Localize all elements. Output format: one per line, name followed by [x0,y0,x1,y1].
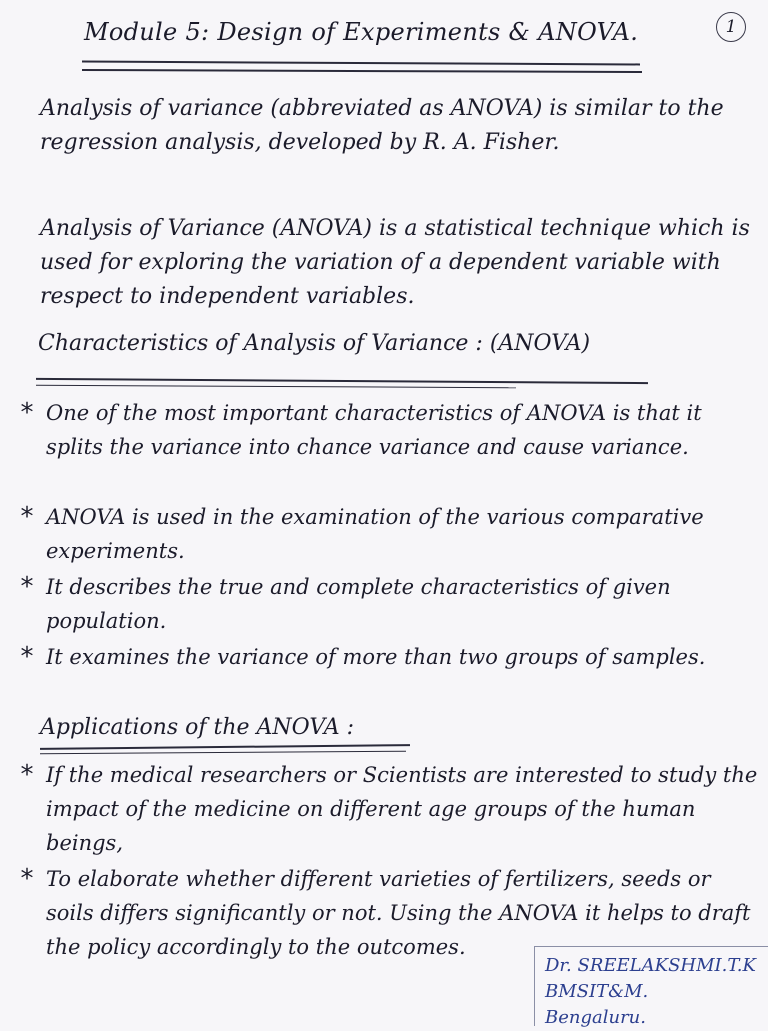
list-item [8,570,758,638]
asterisk-bullet-icon: * [20,864,34,894]
title-underline [82,61,640,66]
list-item [8,396,758,464]
characteristic-text: ANOVA is used in the examination of the various comparative experiments. [46,505,704,563]
characteristic-text: It describes the true and complete characteristics of given population. [46,575,671,633]
author-stamp [534,946,768,1026]
asterisk-bullet-icon: * [20,760,34,790]
characteristics-heading-underline [36,378,648,384]
applications-heading-underline [40,744,410,749]
title-underline-double [82,69,642,73]
intro-paragraph: Analysis of variance (abbreviated as ANOVA) is similar to the regression analysis, developed by R. A. Fisher. [40,96,724,155]
list-item [8,640,758,674]
applications-heading: Applications of the ANOVA : [40,715,355,740]
definition-paragraph: Analysis of Variance (ANOVA) is a statistical technique which is used for exploring the variation of a dependent variable with respect to independent variables. [40,216,750,309]
author-city: Bengaluru. [545,1007,646,1028]
asterisk-bullet-icon: * [20,572,34,602]
author-name: Dr. SREELAKSHMI.T.K [545,955,756,976]
characteristics-heading-underline-double [36,385,516,389]
list-item [8,758,758,860]
application-text: To elaborate whether different varieties of fertilizers, seeds or soils differs significantly or not. Using the ANOVA it helps to draft the policy accordingly to the outcomes. [46,867,751,959]
asterisk-bullet-icon: * [20,502,34,532]
page-number-badge: 1 [716,12,746,42]
characteristic-text: It examines the variance of more than two groups of samples. [46,645,706,669]
characteristics-heading: Characteristics of Analysis of Variance : (ANOVA) [38,331,591,356]
applications-heading-underline-double [40,751,406,755]
characteristic-text: One of the most important characteristics of ANOVA is that it splits the variance into chance variance and cause variance. [46,401,702,459]
asterisk-bullet-icon: * [20,398,34,428]
author-institution: BMSIT&M. [545,981,649,1002]
page-title: Module 5: Design of Experiments & ANOVA. [84,18,639,46]
application-text: If the medical researchers or Scientists are interested to study the impact of the medicine on different age groups of the human beings, [46,763,758,855]
asterisk-bullet-icon: * [20,642,34,672]
list-item [8,500,758,568]
